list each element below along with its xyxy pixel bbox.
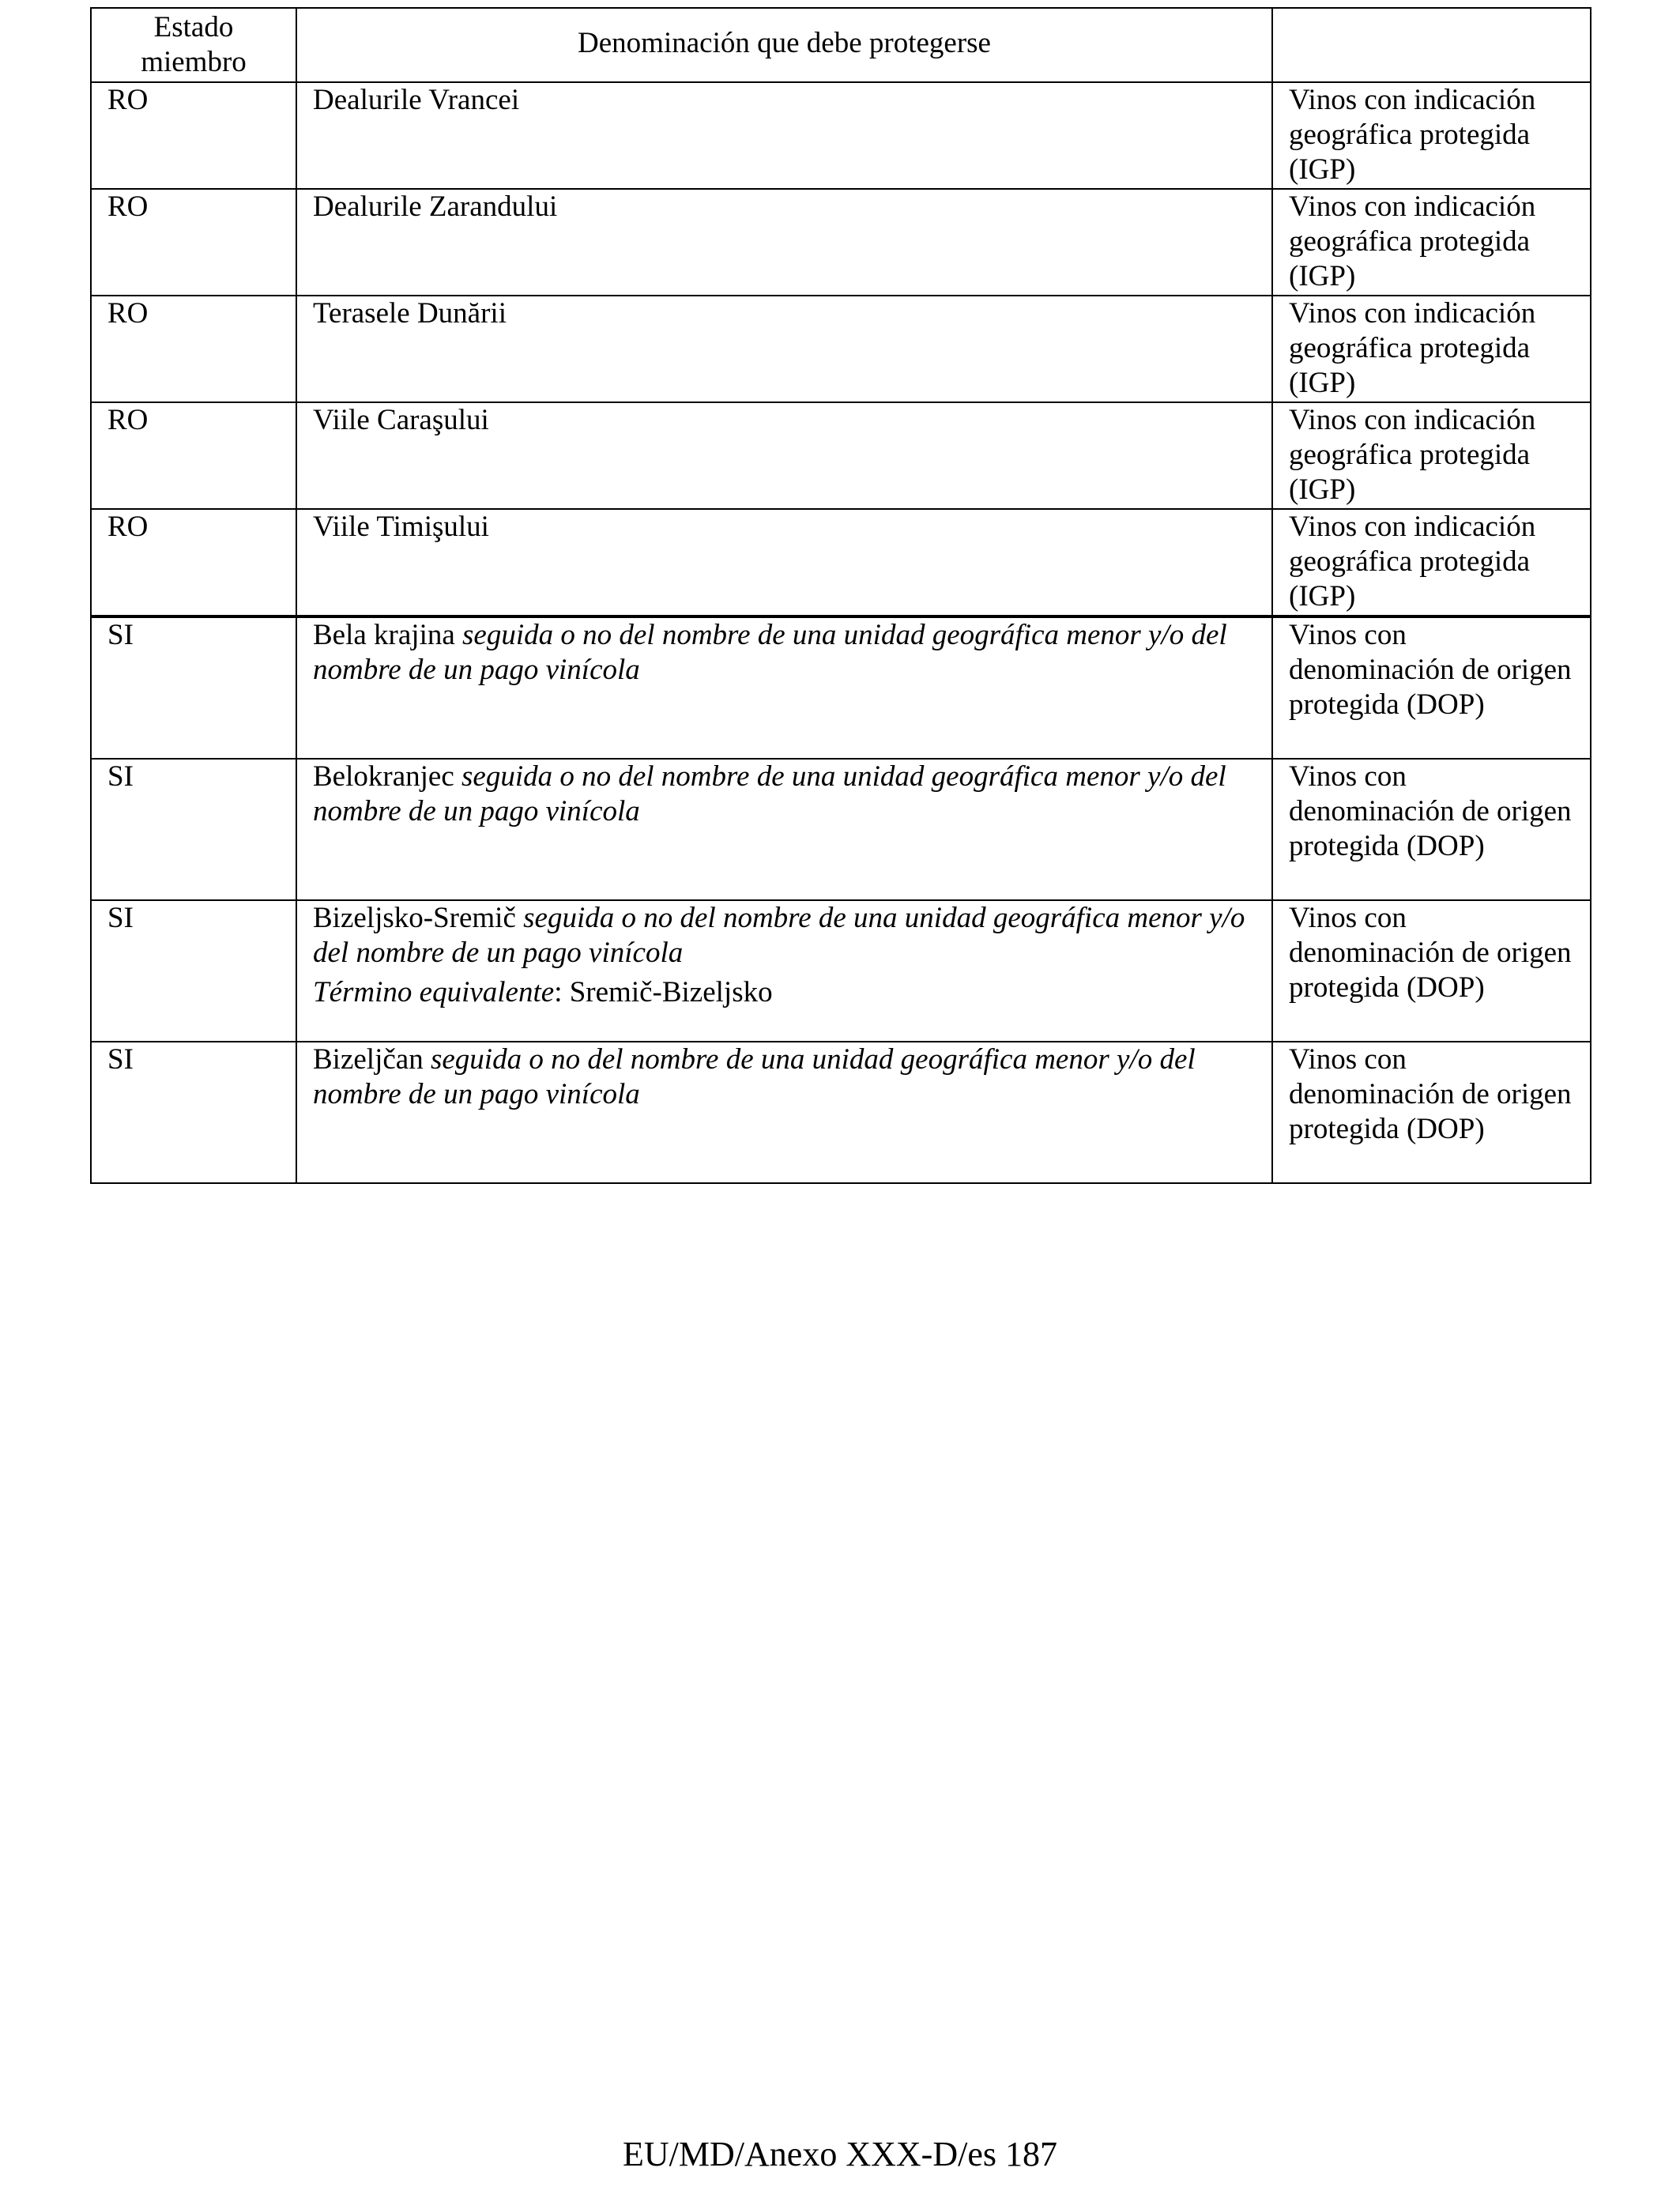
table-row xyxy=(91,759,1591,900)
cell-category: Vinos con indicación geográfica protegida (IGP) xyxy=(1272,189,1591,296)
cell-member-state: SI xyxy=(91,616,296,759)
table-row xyxy=(91,189,1591,296)
protected-name: Viile Timişului xyxy=(313,511,489,543)
protected-name: Bizeljsko-Sremič xyxy=(313,902,516,934)
equivalent-term: Sremič-Bizeljsko xyxy=(569,976,773,1008)
table-row xyxy=(91,1042,1591,1183)
cell-name xyxy=(296,1042,1272,1183)
header-member-state: Estado miembro xyxy=(91,8,296,82)
cell-name xyxy=(296,759,1272,900)
equivalent-term-line: Término equivalente: Sremič-Bizeljsko xyxy=(313,976,773,1008)
cell-member-state: SI xyxy=(91,759,296,900)
cell-name xyxy=(296,509,1272,616)
cell-member-state: RO xyxy=(91,189,296,296)
table-row xyxy=(91,509,1591,616)
protected-name: Dealurile Vrancei xyxy=(313,84,520,116)
cell-name xyxy=(296,616,1272,759)
protected-name: Belokranjec xyxy=(313,760,454,793)
cell-member-state: RO xyxy=(91,509,296,616)
cell-category: Vinos con indicación geográfica protegida (IGP) xyxy=(1272,509,1591,616)
cell-name xyxy=(296,402,1272,509)
cell-category: Vinos con indicación geográfica protegida (IGP) xyxy=(1272,82,1591,189)
cell-category: Vinos con denominación de origen protegida (DOP) xyxy=(1272,1042,1591,1183)
protected-name: Viile Caraşului xyxy=(313,404,489,436)
cell-member-state: RO xyxy=(91,82,296,189)
protected-name: Terasele Dunării xyxy=(313,297,507,330)
protected-name: Dealurile Zarandului xyxy=(313,190,558,223)
table-body xyxy=(91,82,1591,1183)
cell-category: Vinos con denominación de origen protegida (DOP) xyxy=(1272,759,1591,900)
table-header-row xyxy=(91,8,1591,82)
cell-category: Vinos con indicación geográfica protegida (IGP) xyxy=(1272,402,1591,509)
name-qualifier: seguida o no del nombre de una unidad geográfica menor y/o del nombre de un pago vinícola xyxy=(313,902,1245,969)
cell-category: Vinos con indicación geográfica protegida (IGP) xyxy=(1272,296,1591,402)
protected-name: Bizeljčan xyxy=(313,1043,424,1076)
equivalent-label: Término equivalente xyxy=(313,976,555,1008)
name-qualifier: seguida o no del nombre de una unidad geográfica menor y/o del nombre de un pago vinícola xyxy=(313,1043,1196,1110)
cell-member-state: RO xyxy=(91,296,296,402)
cell-name xyxy=(296,296,1272,402)
table-row xyxy=(91,296,1591,402)
cell-member-state: SI xyxy=(91,1042,296,1183)
cell-name xyxy=(296,82,1272,189)
cell-category: Vinos con denominación de origen protegida (DOP) xyxy=(1272,616,1591,759)
header-name: Denominación que debe protegerse xyxy=(296,8,1272,82)
cell-member-state: SI xyxy=(91,900,296,1042)
page-footer-reference: EU/MD/Anexo XXX-D/es 187 xyxy=(623,2135,1057,2173)
cell-name xyxy=(296,189,1272,296)
cell-name xyxy=(296,900,1272,1042)
table-row xyxy=(91,82,1591,189)
protected-name: Bela krajina xyxy=(313,619,455,651)
header-category xyxy=(1272,8,1591,82)
cell-category: Vinos con denominación de origen protegida (DOP) xyxy=(1272,900,1591,1042)
cell-member-state: RO xyxy=(91,402,296,509)
table-row xyxy=(91,616,1591,759)
table-row xyxy=(91,900,1591,1042)
wine-names-table xyxy=(90,7,1591,1184)
name-qualifier: seguida o no del nombre de una unidad geográfica menor y/o del nombre de un pago vinícola xyxy=(313,619,1227,686)
table-row xyxy=(91,402,1591,509)
name-qualifier: seguida o no del nombre de una unidad geográfica menor y/o del nombre de un pago vinícola xyxy=(313,760,1226,827)
